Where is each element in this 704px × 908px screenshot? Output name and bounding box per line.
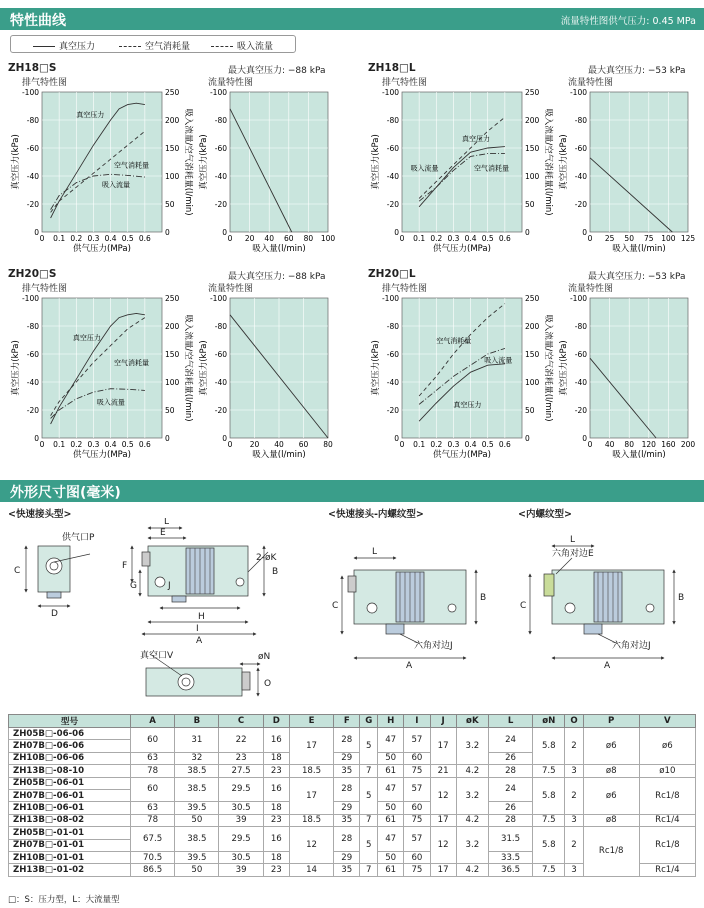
y2-tick-label: 200	[525, 116, 540, 125]
label-hex-e: 六角对边E	[552, 549, 594, 559]
dim-b3: B	[678, 593, 685, 603]
y2-tick-label: 150	[165, 144, 180, 153]
x-tick-label: 120	[641, 440, 656, 449]
section-title: 特性曲线	[10, 13, 66, 29]
table-row: ZH10B□-01-01 70.5 39.5 30.5 18 29 50 60 33.5	[9, 851, 696, 863]
series-label: 吸入流量	[410, 164, 439, 173]
y-tick-label: -60	[26, 144, 39, 153]
y-tick-label: -40	[574, 378, 587, 387]
exhaust-plot-area	[42, 298, 162, 438]
dim-g: G	[130, 581, 137, 591]
max-vacuum: 最大真空压力: −88 kPa	[228, 66, 326, 76]
section-title: 外形尺寸图(毫米)	[10, 485, 121, 501]
model-label: ZH20□S	[8, 268, 57, 280]
dim-f: F	[122, 561, 128, 571]
y-tick-label: -100	[569, 88, 587, 97]
y2-tick-label: 250	[165, 294, 180, 303]
x-axis-label: 供气压力(MPa)	[73, 244, 131, 254]
exhaust-title: 排气特性图	[382, 284, 428, 294]
y-tick-label: -100	[209, 88, 227, 97]
series-label: 真空压力	[72, 334, 101, 342]
y2-tick-label: 150	[165, 350, 180, 359]
flow-plot-area	[590, 92, 688, 232]
y-tick-label: -40	[214, 172, 227, 181]
section-header-dimensions	[0, 480, 704, 502]
dim-c2: C	[332, 601, 339, 611]
x-tick-label: 20	[244, 234, 255, 243]
x-axis-label: 供气压力(MPa)	[433, 450, 491, 460]
model-label: ZH20□L	[368, 268, 416, 280]
x-tick-label: 0.1	[413, 440, 426, 449]
x-tick-label: 80	[303, 234, 314, 243]
x-tick-label: 0.5	[481, 440, 494, 449]
y2-axis-label: 吸入流量/空气消耗量(l/min)	[543, 108, 553, 216]
y-tick-label: -40	[26, 378, 39, 387]
dim-i: I	[196, 624, 199, 634]
table-row: ZH07B□-06-01	[9, 789, 696, 801]
legend-suction: 吸入流量	[211, 39, 273, 52]
y-tick-label: -80	[214, 116, 227, 125]
x-tick-label: 0	[39, 440, 45, 449]
flow-title: 流量特性图	[568, 78, 614, 88]
x-tick-label: 0	[399, 440, 405, 449]
x-tick-label: 0.6	[498, 440, 511, 449]
y2-tick-label: 0	[165, 434, 170, 443]
table-header-cell: O	[565, 715, 583, 728]
x-tick-label: 60	[298, 440, 309, 449]
y2-tick-label: 0	[525, 434, 530, 443]
drawing-title-female: <内螺纹型>	[518, 509, 572, 520]
dim-c3: C	[520, 601, 527, 611]
table-header-cell: A	[131, 715, 175, 728]
y-tick-label: -40	[214, 378, 227, 387]
table-header-cell: P	[583, 715, 639, 728]
table-header-cell: I	[404, 715, 430, 728]
y-tick-label: -100	[209, 294, 227, 303]
y2-tick-label: 100	[165, 378, 180, 387]
dim-d: D	[51, 609, 58, 619]
x-axis-label: 吸入量(l/min)	[612, 244, 666, 254]
dim-l3: L	[570, 535, 576, 545]
y-tick-label: 0	[222, 434, 227, 443]
y-axis-label: 真空压力(kPa)	[559, 340, 569, 396]
series-label: 空气消耗量	[436, 336, 472, 345]
y-axis-label: 真空压力(kPa)	[371, 134, 381, 190]
exhaust-title: 排气特性图	[22, 284, 68, 294]
y-axis-label: 真空压力(kPa)	[11, 134, 21, 190]
max-vacuum: 最大真空压力: −88 kPa	[228, 272, 326, 282]
y-tick-label: -100	[21, 88, 39, 97]
x-tick-label: 0.1	[413, 234, 426, 243]
table-row: ZH13B□-08-02 78 50 39 23 18.5 35 7 61 75 17 4.2 28 7.5 3 ø8 Rc1/4	[9, 814, 696, 826]
x-tick-label: 0	[39, 234, 45, 243]
x-tick-label: 100	[320, 234, 336, 243]
x-tick-label: 80	[323, 440, 333, 449]
x-tick-label: 200	[680, 440, 696, 449]
exhaust-plot-area	[402, 298, 522, 438]
y-tick-label: -20	[574, 200, 587, 209]
y2-tick-label: 250	[525, 88, 540, 97]
x-tick-label: 75	[644, 234, 654, 243]
x-tick-label: 0.2	[70, 234, 83, 243]
x-tick-label: 0.6	[498, 234, 511, 243]
y-tick-label: -60	[574, 144, 587, 153]
x-tick-label: 0.3	[447, 440, 460, 449]
y-axis-label: 真空压力(kPa)	[199, 134, 209, 190]
x-tick-label: 0.1	[53, 440, 66, 449]
y2-tick-label: 0	[525, 228, 530, 237]
x-tick-label: 0.6	[138, 234, 151, 243]
x-tick-label: 0.5	[121, 440, 134, 449]
x-tick-label: 0.5	[481, 234, 494, 243]
table-row: ZH05B□-06-01 60 38.5 29.5 16 17 28 5 47 57 12 3.2 24 5.8 2 ø6 Rc1/8	[9, 777, 696, 789]
series-label: 吸入流量	[484, 356, 513, 365]
y-tick-label: 0	[34, 434, 39, 443]
y-tick-label: -80	[214, 322, 227, 331]
table-header-cell: J	[430, 715, 456, 728]
table-header-cell: øN	[533, 715, 565, 728]
y-tick-label: -40	[386, 378, 399, 387]
table-row: ZH05B□-01-01 67.5 38.5 29.5 16 12 28 5 47 57 12 3.2 31.5 5.8 2 Rc1/8 Rc1/8	[9, 827, 696, 839]
y-tick-label: -60	[386, 350, 399, 359]
x-tick-label: 0.4	[464, 440, 477, 449]
y-tick-label: -20	[386, 406, 399, 415]
table-row: ZH07B□-01-01	[9, 839, 696, 851]
x-tick-label: 0.3	[447, 234, 460, 243]
x-axis-label: 供气压力(MPa)	[433, 244, 491, 254]
exhaust-plot-area	[402, 92, 522, 232]
flow-title: 流量特性图	[568, 284, 614, 294]
y-tick-label: -60	[26, 350, 39, 359]
model-label: ZH18□L	[368, 62, 416, 74]
y-tick-label: 0	[222, 228, 227, 237]
y-axis-label: 真空压力(kPa)	[11, 340, 21, 396]
x-tick-label: 0	[587, 234, 593, 243]
table-row: ZH13B□-08-10 78 38.5 27.5 23 18.5 35 7 61 75 21 4.2 28 7.5 3 ø8 ø10	[9, 765, 696, 777]
table-header-cell: L	[488, 715, 532, 728]
y-tick-label: -20	[26, 200, 39, 209]
x-tick-label: 0	[399, 234, 405, 243]
series-label: 空气消耗量	[114, 161, 149, 170]
y-tick-label: -20	[386, 200, 399, 209]
series-label: 真空压力	[453, 401, 482, 410]
y-tick-label: 0	[394, 228, 399, 237]
x-tick-label: 50	[624, 234, 634, 243]
label-vacuum-v: 真空口V	[140, 651, 174, 661]
dim-l2: L	[372, 547, 378, 557]
table-header-cell: G	[360, 715, 378, 728]
dim-c: C	[14, 566, 21, 576]
dim-a3: A	[604, 661, 611, 671]
x-tick-label: 80	[624, 440, 634, 449]
x-axis-label: 吸入量(l/min)	[252, 244, 306, 254]
y-tick-label: 0	[582, 434, 587, 443]
y-tick-label: -80	[574, 116, 587, 125]
series-label: 空气消耗量	[114, 359, 149, 368]
model-label: ZH18□S	[8, 62, 57, 74]
exhaust-title: 排气特性图	[22, 78, 68, 88]
chart-svg	[368, 84, 704, 264]
y2-tick-label: 200	[525, 322, 540, 331]
x-tick-label: 0	[227, 440, 233, 449]
dim-n: øN	[258, 652, 271, 662]
y2-tick-label: 250	[165, 88, 180, 97]
dim-a: A	[196, 636, 203, 646]
table-row: ZH10B□-06-01 63 39.5 30.5 18 29 50 60 26	[9, 802, 696, 814]
x-tick-label: 0.6	[138, 440, 151, 449]
series-label: 真空压力	[76, 111, 105, 120]
y-tick-label: -100	[21, 294, 39, 303]
x-axis-label: 吸入量(l/min)	[252, 450, 306, 460]
y2-axis-label: 吸入流量/空气消耗量(l/min)	[543, 314, 553, 422]
y2-axis-label: 吸入流量/空气消耗量(l/min)	[183, 314, 193, 422]
y-tick-label: -100	[381, 88, 399, 97]
table-row: ZH05B□-06-06 60 31 22 16 17 28 5 47 57 17 3.2 24 5.8 2 ø6 ø6	[9, 728, 696, 740]
x-tick-label: 40	[274, 440, 284, 449]
x-tick-label: 0.2	[70, 440, 83, 449]
y-tick-label: -20	[574, 406, 587, 415]
label-hex-j2: 六角对边J	[612, 641, 651, 651]
y2-tick-label: 50	[165, 406, 175, 415]
dim-h: H	[198, 612, 205, 622]
y-tick-label: -60	[214, 350, 227, 359]
y-axis-label: 真空压力(kPa)	[199, 340, 209, 396]
series-label: 空气消耗量	[474, 164, 509, 173]
table-header-cell: C	[219, 715, 263, 728]
y-tick-label: -80	[26, 322, 39, 331]
y-axis-label: 真空压力(kPa)	[559, 134, 569, 190]
dim-e: E	[160, 528, 166, 538]
chart-svg	[368, 290, 704, 470]
table-header-cell: H	[378, 715, 404, 728]
y2-tick-label: 50	[165, 200, 175, 209]
x-tick-label: 0.1	[53, 234, 66, 243]
dim-o: O	[264, 679, 272, 689]
y-tick-label: 0	[34, 228, 39, 237]
x-tick-label: 0.4	[464, 234, 477, 243]
spec-table	[8, 714, 696, 877]
label-hex-j: 六角对边J	[414, 641, 453, 651]
chart-legend	[10, 35, 296, 53]
table-footnote: □：S：压力型，L：大流量型	[8, 895, 120, 905]
y2-tick-label: 200	[165, 116, 180, 125]
y-tick-label: -80	[26, 116, 39, 125]
y-tick-label: -40	[386, 172, 399, 181]
legend-air: 空气消耗量	[119, 39, 190, 52]
x-tick-label: 0.3	[87, 234, 100, 243]
x-tick-label: 20	[249, 440, 260, 449]
x-tick-label: 25	[604, 234, 615, 243]
y-tick-label: -20	[214, 200, 227, 209]
y-tick-label: -100	[381, 294, 399, 303]
y2-tick-label: 50	[525, 406, 535, 415]
panel-zh18l	[368, 62, 704, 262]
drawing-title-quick: <快速接头型>	[8, 509, 72, 520]
series-label: 吸入流量	[102, 181, 130, 190]
dim-b2: B	[480, 593, 487, 603]
label-port-p: 供气口P	[62, 533, 95, 543]
y-tick-label: -60	[386, 144, 399, 153]
dim-j: J	[168, 581, 171, 591]
x-tick-label: 60	[284, 234, 294, 243]
section-note: 流量特性图供气压力: 0.45 MPa	[560, 16, 696, 27]
flow-title: 流量特性图	[208, 284, 254, 294]
max-vacuum: 最大真空压力: −53 kPa	[588, 272, 686, 282]
panel-zh20l	[368, 268, 704, 468]
y2-tick-label: 100	[525, 378, 540, 387]
panel-zh18s	[8, 62, 348, 262]
y-tick-label: -80	[574, 322, 587, 331]
section-header-characteristics	[0, 8, 704, 30]
exhaust-title: 排气特性图	[382, 78, 428, 88]
y2-tick-label: 150	[525, 144, 540, 153]
table-row: ZH07B□-06-06	[9, 740, 696, 752]
x-axis-label: 供气压力(MPa)	[73, 450, 131, 460]
y-axis-label: 真空压力(kPa)	[371, 340, 381, 396]
table-header-cell: øK	[456, 715, 488, 728]
y2-tick-label: 0	[165, 228, 170, 237]
x-tick-label: 0	[587, 440, 593, 449]
y2-tick-label: 100	[525, 172, 540, 181]
x-tick-label: 40	[604, 440, 615, 449]
y2-tick-label: 250	[525, 294, 540, 303]
table-header-cell: B	[175, 715, 219, 728]
table-header-cell: F	[334, 715, 360, 728]
y-tick-label: -80	[386, 322, 399, 331]
table-header-cell: V	[639, 715, 695, 728]
chart-svg	[8, 84, 348, 264]
table-row: ZH13B□-01-02 86.5 50 39 23 14 35 7 61 75 17 4.2 36.5 7.5 3 Rc1/4	[9, 864, 696, 876]
y2-tick-label: 50	[525, 200, 535, 209]
y-tick-label: -60	[574, 350, 587, 359]
x-axis-label: 吸入量(l/min)	[612, 450, 666, 460]
y-tick-label: -80	[386, 116, 399, 125]
y-tick-label: 0	[394, 434, 399, 443]
x-tick-label: 0.4	[104, 234, 117, 243]
dim-l: L	[164, 518, 170, 527]
x-tick-label: 160	[661, 440, 676, 449]
table-header-cell: E	[289, 715, 333, 728]
table-row: ZH10B□-06-06 63 32 23 18 29 50 60 26	[9, 752, 696, 764]
x-tick-label: 0.2	[430, 440, 443, 449]
drawing-title-quick-female: <快速接头-内螺纹型>	[328, 509, 424, 520]
series-label: 真空压力	[462, 135, 490, 143]
panel-zh20s	[8, 268, 348, 468]
y2-tick-label: 200	[165, 322, 180, 331]
y-tick-label: -40	[26, 172, 39, 181]
dim-b: B	[272, 567, 279, 577]
x-tick-label: 0	[227, 234, 233, 243]
x-tick-label: 100	[661, 234, 676, 243]
table-header-cell: 型号	[9, 715, 131, 728]
dim-a2: A	[406, 661, 413, 671]
series-label: 吸入流量	[96, 398, 125, 407]
x-tick-label: 0.5	[121, 234, 134, 243]
x-tick-label: 125	[680, 234, 696, 243]
y-tick-label: -100	[569, 294, 587, 303]
x-tick-label: 0.2	[430, 234, 443, 243]
y2-tick-label: 150	[525, 350, 540, 359]
legend-vacuum: 真空压力	[33, 39, 95, 52]
dim-k: 2-øK	[256, 553, 277, 563]
y-tick-label: -40	[574, 172, 587, 181]
y2-axis-label: 吸入流量/空气消耗量(l/min)	[183, 108, 193, 216]
x-tick-label: 0.3	[87, 440, 100, 449]
x-tick-label: 0.4	[104, 440, 117, 449]
flow-plot-area	[230, 92, 328, 232]
max-vacuum: 最大真空压力: −53 kPa	[588, 66, 686, 76]
y-tick-label: -20	[214, 406, 227, 415]
x-tick-label: 40	[264, 234, 274, 243]
flow-title: 流量特性图	[208, 78, 254, 88]
y-tick-label: -20	[26, 406, 39, 415]
table-header-cell: D	[263, 715, 289, 728]
y-tick-label: 0	[582, 228, 587, 237]
y2-tick-label: 100	[165, 172, 180, 181]
y-tick-label: -60	[214, 144, 227, 153]
dimension-drawings	[0, 518, 704, 710]
chart-svg	[8, 290, 348, 470]
